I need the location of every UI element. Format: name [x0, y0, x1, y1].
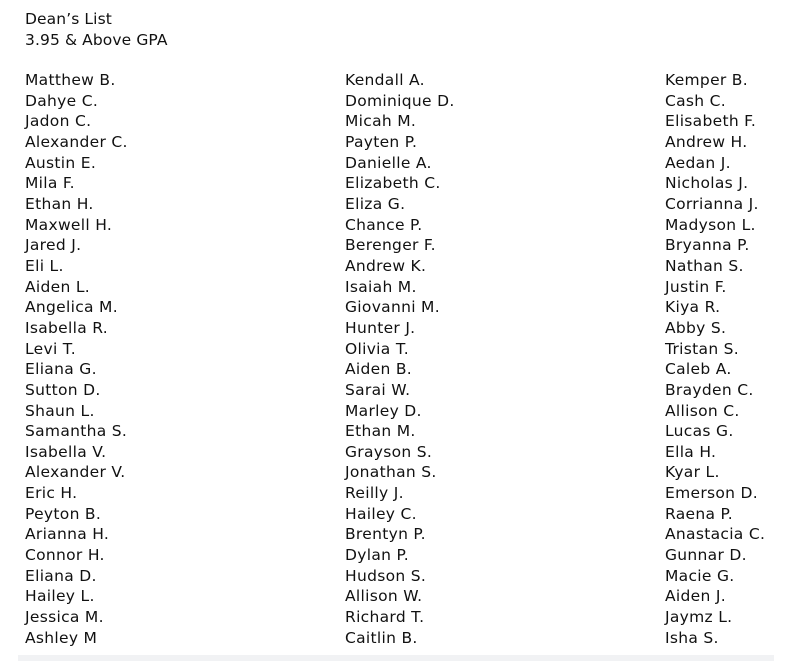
- list-item: Grayson S.: [345, 442, 433, 461]
- list-item: Hailey C.: [345, 504, 417, 523]
- list-item: Ashley M: [25, 628, 98, 647]
- list-item: Samantha S.: [25, 422, 128, 441]
- list-item: Micah M.: [345, 112, 417, 131]
- list-item: Raena P.: [665, 504, 733, 523]
- list-item: Macie G.: [665, 566, 735, 585]
- list-item: Caitlin B.: [345, 628, 418, 647]
- name-column-3: [665, 70, 765, 648]
- list-item: Reilly J.: [345, 484, 404, 503]
- list-item: Ella H.: [665, 442, 717, 461]
- list-item: Brentyn P.: [345, 525, 426, 544]
- list-item: Marley D.: [345, 401, 422, 420]
- list-item: Shaun L.: [25, 401, 95, 420]
- list-item: Cash C.: [665, 91, 726, 110]
- list-item: Andrew H.: [665, 132, 748, 151]
- page-bottom-edge: [18, 655, 774, 661]
- list-item: Lucas G.: [665, 422, 734, 441]
- list-item: Chance P.: [345, 215, 423, 234]
- list-item: Ethan M.: [345, 422, 416, 441]
- list-item: Aiden L.: [25, 277, 90, 296]
- list-item: Jared J.: [25, 236, 82, 255]
- list-item: Isaiah M.: [345, 277, 417, 296]
- list-item: Danielle A.: [345, 153, 432, 172]
- list-item: Allison W.: [345, 587, 423, 606]
- list-item: Dylan P.: [345, 546, 409, 565]
- list-item: Kemper B.: [665, 71, 748, 89]
- list-item: Andrew K.: [345, 256, 427, 275]
- list-item: Bryanna P.: [665, 236, 750, 255]
- list-item: Eric H.: [25, 484, 78, 503]
- list-item: Jaymz L.: [665, 608, 733, 627]
- name-column-1: [25, 70, 128, 648]
- list-item: Allison C.: [665, 401, 740, 420]
- list-item: Gunnar D.: [665, 546, 747, 565]
- list-item: Caleb A.: [665, 360, 732, 379]
- list-item: Brayden C.: [665, 380, 754, 399]
- list-item: Kiya R.: [665, 298, 721, 317]
- list-item: Nathan S.: [665, 256, 744, 275]
- list-item: Berenger F.: [345, 236, 436, 255]
- list-item: Olivia T.: [345, 339, 409, 358]
- list-item: Eliana D.: [25, 566, 97, 585]
- list-item: Ethan H.: [25, 194, 94, 213]
- list-item: Sarai W.: [345, 380, 411, 399]
- list-item: Mila F.: [25, 174, 75, 193]
- list-item: Madyson L.: [665, 215, 756, 234]
- list-item: Hailey L.: [25, 587, 95, 606]
- list-item: Abby S.: [665, 318, 727, 337]
- list-item: Aiden J.: [665, 587, 726, 606]
- page-subtitle: 3.95 & Above GPA: [25, 31, 168, 49]
- list-item: Jadon C.: [25, 112, 92, 131]
- list-item: Alexander V.: [25, 463, 126, 482]
- list-item: Justin F.: [665, 277, 727, 296]
- list-item: Emerson D.: [665, 484, 758, 503]
- list-item: Dominique D.: [345, 91, 455, 110]
- list-item: Sutton D.: [25, 380, 101, 399]
- list-item: Elisabeth F.: [665, 112, 757, 131]
- list-item: Maxwell H.: [25, 215, 113, 234]
- list-item: Eliana G.: [25, 360, 97, 379]
- list-item: Connor H.: [25, 546, 105, 565]
- list-item: Corrianna J.: [665, 194, 759, 213]
- list-item: Levi T.: [25, 339, 76, 358]
- list-item: Aedan J.: [665, 153, 731, 172]
- list-item: Alexander C.: [25, 132, 128, 151]
- page-title: Dean’s List: [25, 10, 112, 28]
- list-item: Giovanni M.: [345, 298, 440, 317]
- list-item: Austin E.: [25, 153, 97, 172]
- list-item: Matthew B.: [25, 71, 116, 89]
- list-item: Payten P.: [345, 132, 418, 151]
- list-item: Nicholas J.: [665, 174, 749, 193]
- list-item: Aiden B.: [345, 360, 412, 379]
- list-item: Kendall A.: [345, 71, 425, 89]
- list-item: Dahye C.: [25, 91, 99, 110]
- list-item: Tristan S.: [665, 339, 740, 358]
- list-item: Isabella R.: [25, 318, 109, 337]
- list-item: Eli L.: [25, 256, 64, 275]
- list-item: Hunter J.: [345, 318, 416, 337]
- list-item: Richard T.: [345, 608, 425, 627]
- list-item: Angelica M.: [25, 298, 118, 317]
- list-item: Peyton B.: [25, 504, 102, 523]
- list-item: Elizabeth C.: [345, 174, 441, 193]
- list-item: Eliza G.: [345, 194, 406, 213]
- list-item: Arianna H.: [25, 525, 110, 544]
- list-item: Kyar L.: [665, 463, 720, 482]
- name-column-2: [345, 70, 455, 648]
- list-item: Jonathan S.: [345, 463, 437, 482]
- list-item: Jessica M.: [25, 608, 104, 627]
- list-item: Isabella V.: [25, 442, 107, 461]
- list-item: Anastacia C.: [665, 525, 766, 544]
- list-item: Hudson S.: [345, 566, 427, 585]
- list-item: Isha S.: [665, 628, 719, 647]
- list-heading: [25, 9, 168, 51]
